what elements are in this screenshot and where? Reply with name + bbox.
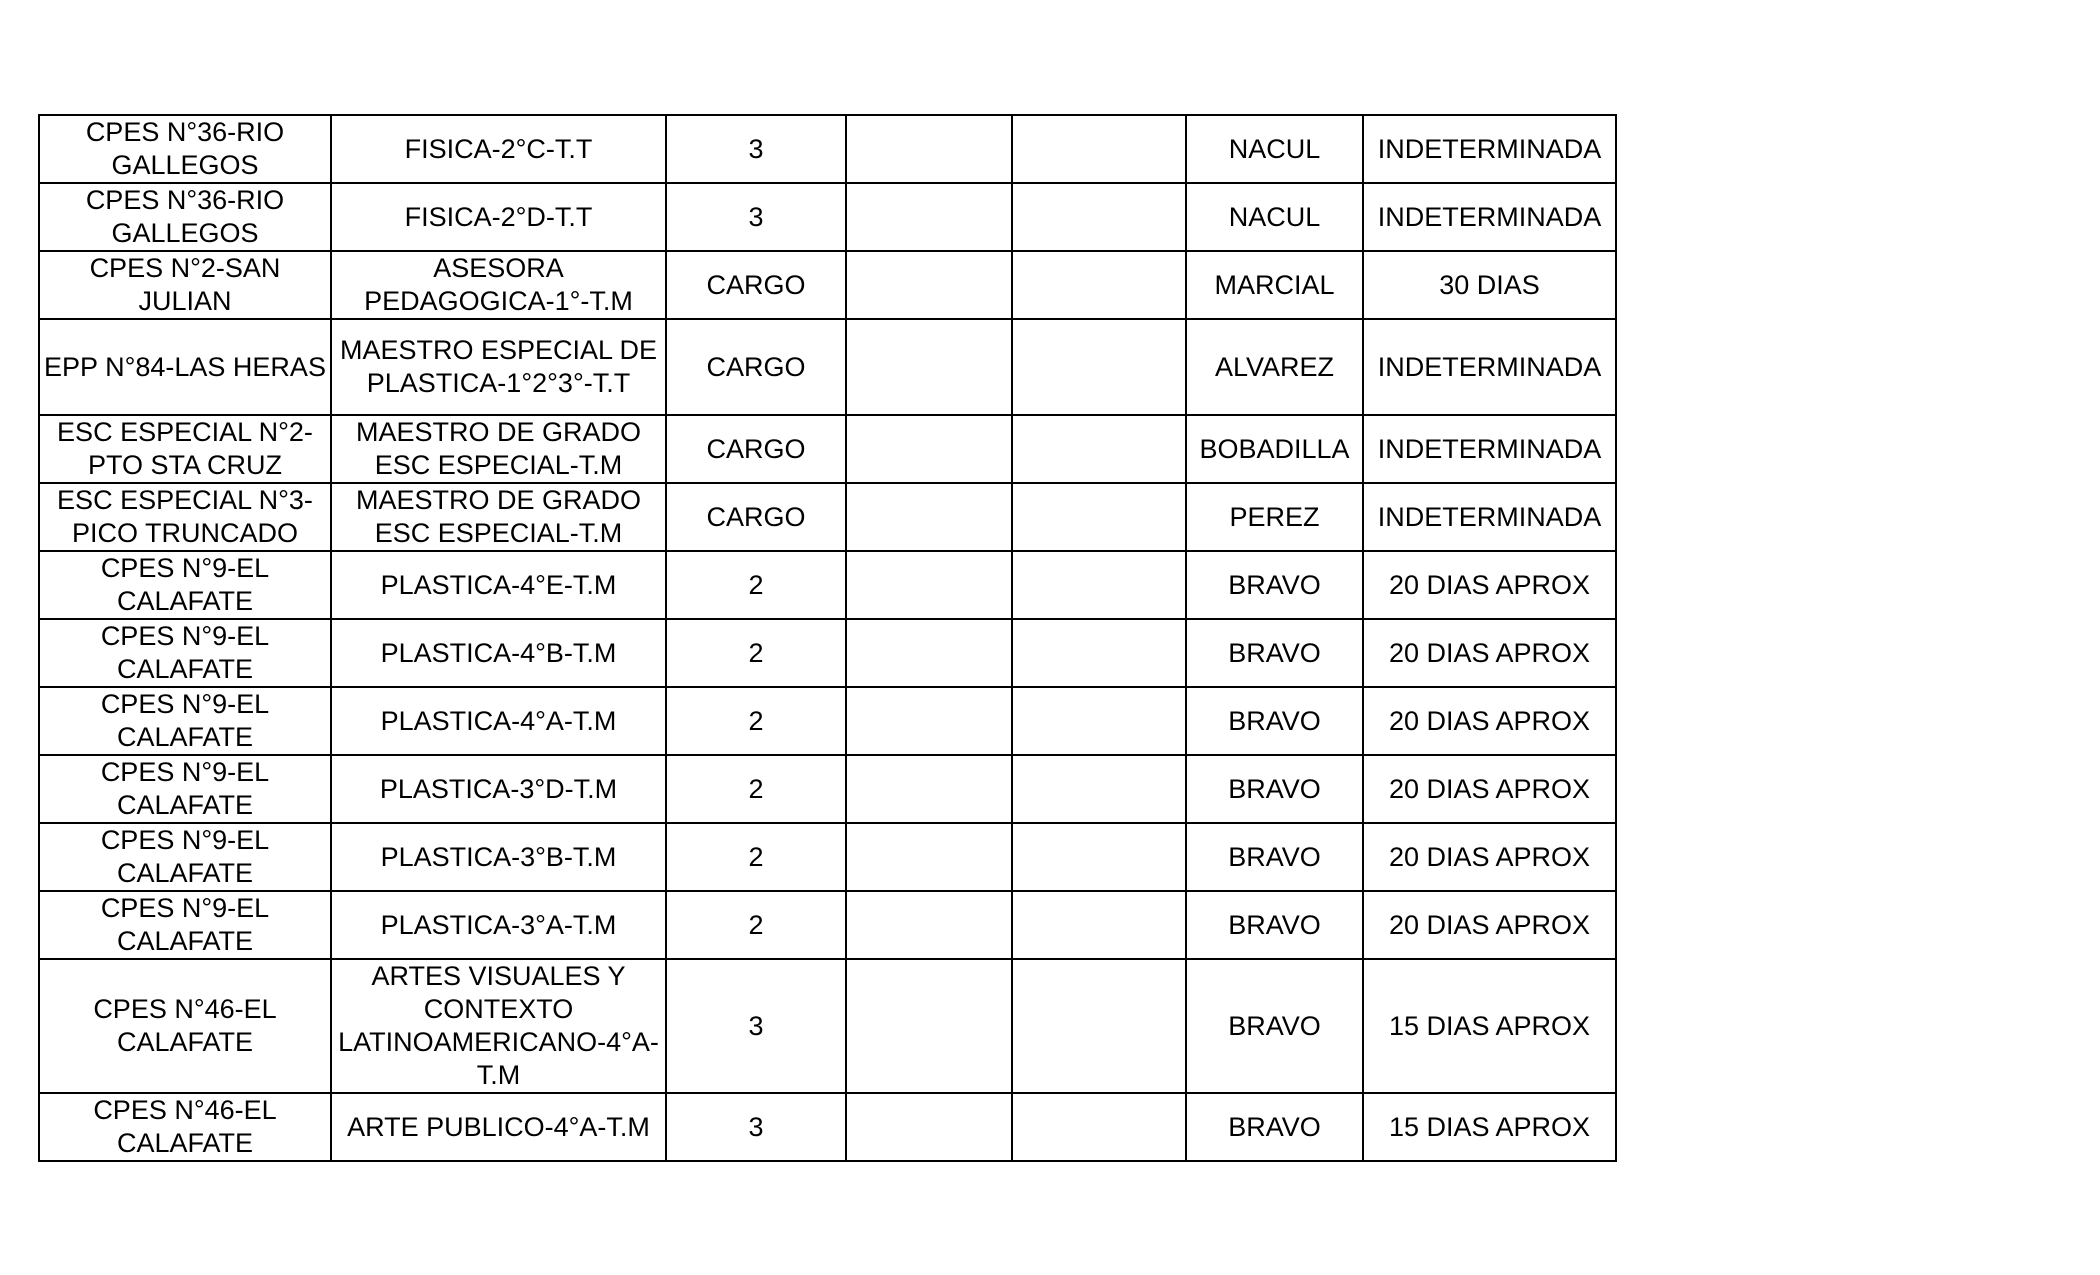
blank-cell [846,251,1012,319]
name-cell: BRAVO [1186,959,1363,1093]
table-row [39,319,1616,415]
subject-cell: ARTES VISUALES Y CONTEXTO LATINOAMERICANO-4°A-T.M [331,959,666,1093]
blank-cell [846,115,1012,183]
name-cell: ALVAREZ [1186,319,1363,415]
blank-cell [1012,415,1186,483]
table-row [39,891,1616,959]
duration-cell: INDETERMINADA [1363,115,1616,183]
subject-cell: PLASTICA-4°E-T.M [331,551,666,619]
name-cell: MARCIAL [1186,251,1363,319]
blank-cell [1012,823,1186,891]
hours-cell: 2 [666,891,846,959]
blank-cell [846,891,1012,959]
hours-cell: 3 [666,959,846,1093]
duration-cell: INDETERMINADA [1363,415,1616,483]
name-cell: BRAVO [1186,551,1363,619]
name-cell: BRAVO [1186,823,1363,891]
hours-cell: 3 [666,183,846,251]
blank-cell [1012,183,1186,251]
vacancy-table [38,114,1617,1162]
hours-cell: CARGO [666,319,846,415]
blank-cell [1012,687,1186,755]
blank-cell [846,319,1012,415]
blank-cell [846,1093,1012,1161]
blank-cell [846,415,1012,483]
school-cell: CPES N°46-EL CALAFATE [39,959,331,1093]
blank-cell [846,619,1012,687]
school-cell: CPES N°9-EL CALAFATE [39,823,331,891]
hours-cell: 2 [666,823,846,891]
subject-cell: MAESTRO DE GRADO ESC ESPECIAL-T.M [331,415,666,483]
subject-cell: PLASTICA-3°B-T.M [331,823,666,891]
name-cell: PEREZ [1186,483,1363,551]
blank-cell [1012,551,1186,619]
table-row [39,755,1616,823]
name-cell: BRAVO [1186,1093,1363,1161]
table-row [39,959,1616,1093]
school-cell: CPES N°9-EL CALAFATE [39,891,331,959]
subject-cell: MAESTRO ESPECIAL DE PLASTICA-1°2°3°-T.T [331,319,666,415]
duration-cell: 20 DIAS APROX [1363,823,1616,891]
school-cell: CPES N°9-EL CALAFATE [39,619,331,687]
blank-cell [846,483,1012,551]
blank-cell [1012,891,1186,959]
subject-cell: ARTE PUBLICO-4°A-T.M [331,1093,666,1161]
duration-cell: 30 DIAS [1363,251,1616,319]
subject-cell: PLASTICA-4°A-T.M [331,687,666,755]
name-cell: BRAVO [1186,687,1363,755]
hours-cell: 2 [666,551,846,619]
duration-cell: 20 DIAS APROX [1363,619,1616,687]
hours-cell: 2 [666,755,846,823]
hours-cell: CARGO [666,415,846,483]
duration-cell: INDETERMINADA [1363,483,1616,551]
table-row [39,415,1616,483]
duration-cell: 20 DIAS APROX [1363,755,1616,823]
blank-cell [846,687,1012,755]
table-row [39,1093,1616,1161]
hours-cell: CARGO [666,483,846,551]
blank-cell [1012,251,1186,319]
name-cell: BOBADILLA [1186,415,1363,483]
blank-cell [846,551,1012,619]
school-cell: CPES N°9-EL CALAFATE [39,687,331,755]
blank-cell [846,823,1012,891]
school-cell: CPES N°9-EL CALAFATE [39,551,331,619]
table-row [39,687,1616,755]
blank-cell [1012,959,1186,1093]
name-cell: BRAVO [1186,755,1363,823]
duration-cell: INDETERMINADA [1363,183,1616,251]
table-row [39,619,1616,687]
duration-cell: 15 DIAS APROX [1363,1093,1616,1161]
subject-cell: ASESORA PEDAGOGICA-1°-T.M [331,251,666,319]
school-cell: CPES N°46-EL CALAFATE [39,1093,331,1161]
school-cell: EPP N°84-LAS HERAS [39,319,331,415]
school-cell: CPES N°9-EL CALAFATE [39,755,331,823]
name-cell: BRAVO [1186,891,1363,959]
blank-cell [1012,115,1186,183]
subject-cell: FISICA-2°D-T.T [331,183,666,251]
blank-cell [1012,755,1186,823]
hours-cell: 2 [666,619,846,687]
table-row [39,823,1616,891]
subject-cell: MAESTRO DE GRADO ESC ESPECIAL-T.M [331,483,666,551]
duration-cell: 20 DIAS APROX [1363,687,1616,755]
table-row [39,183,1616,251]
school-cell: CPES N°2-SAN JULIAN [39,251,331,319]
subject-cell: FISICA-2°C-T.T [331,115,666,183]
duration-cell: 20 DIAS APROX [1363,551,1616,619]
table-row [39,115,1616,183]
school-cell: ESC ESPECIAL N°2-PTO STA CRUZ [39,415,331,483]
duration-cell: 15 DIAS APROX [1363,959,1616,1093]
name-cell: NACUL [1186,115,1363,183]
blank-cell [846,959,1012,1093]
table-row [39,551,1616,619]
name-cell: NACUL [1186,183,1363,251]
blank-cell [846,183,1012,251]
hours-cell: 3 [666,115,846,183]
name-cell: BRAVO [1186,619,1363,687]
school-cell: CPES N°36-RIO GALLEGOS [39,183,331,251]
blank-cell [1012,319,1186,415]
hours-cell: 3 [666,1093,846,1161]
hours-cell: 2 [666,687,846,755]
school-cell: ESC ESPECIAL N°3-PICO TRUNCADO [39,483,331,551]
school-cell: CPES N°36-RIO GALLEGOS [39,115,331,183]
table-row [39,251,1616,319]
duration-cell: 20 DIAS APROX [1363,891,1616,959]
duration-cell: INDETERMINADA [1363,319,1616,415]
subject-cell: PLASTICA-3°A-T.M [331,891,666,959]
blank-cell [846,755,1012,823]
hours-cell: CARGO [666,251,846,319]
subject-cell: PLASTICA-3°D-T.M [331,755,666,823]
blank-cell [1012,483,1186,551]
table-row [39,483,1616,551]
subject-cell: PLASTICA-4°B-T.M [331,619,666,687]
blank-cell [1012,1093,1186,1161]
blank-cell [1012,619,1186,687]
